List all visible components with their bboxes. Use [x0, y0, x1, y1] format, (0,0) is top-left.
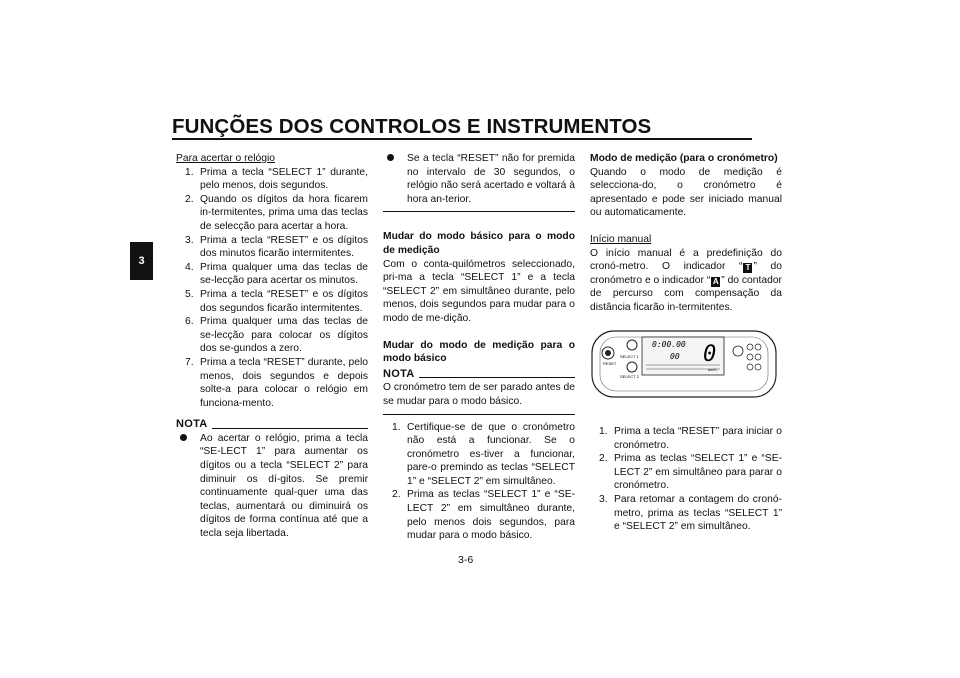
- reset-label: RESET: [603, 361, 617, 366]
- note-label: NOTA: [176, 418, 208, 431]
- indicator-icon: [733, 346, 743, 356]
- instrument-panel-figure: [590, 325, 778, 405]
- indicator-icon: [755, 354, 761, 360]
- column-3-steps: [590, 425, 782, 534]
- header-rule: [172, 138, 752, 140]
- lcd-unit: km/h: [708, 367, 717, 372]
- note-bullet: Ao acertar o relógio, prima a tecla “SE-LECT 1” para aumentar os dígitos ou a tecla “SELECT 2” para diminuir os dí-gitos. Se premir continuamente qual-quer uma das teclas, aumentará ou diminuirá os dígitos de forma contínua até que a tecla seja libertada.: [176, 432, 368, 541]
- stopwatch-steps: [590, 425, 782, 534]
- chapter-tab: 3: [130, 242, 153, 280]
- lcd-time: 0:00.00: [652, 340, 686, 349]
- heading-measure-to-basic: Mudar do modo de medição para o modo básico: [383, 339, 575, 365]
- column-2: [383, 152, 575, 543]
- stopwatch-t-icon: T: [743, 263, 752, 273]
- clock-steps: [176, 166, 368, 411]
- note-text: O cronómetro tem de ser parado antes de se mudar para o modo básico.: [383, 382, 575, 407]
- subtitle-manual-start: Início manual: [590, 233, 652, 245]
- paragraph: Com o conta-quilómetros seleccionado, pri-ma a tecla “SELECT 1” e a tecla “SELECT 2” em simultâneo durante, pelo menos, dois segundos para mudar para o modo de me-dição.: [383, 258, 575, 324]
- list-item: 5. Prima a tecla “RESET” e os dígitos dos segundos ficarão intermitentes.: [185, 288, 368, 314]
- select1-button-icon: [627, 340, 637, 350]
- note-label: NOTA: [383, 367, 415, 380]
- list-item: 2. Quando os dígitos da hora ficarem in-termitentes, prima uma das teclas de selecção para acertar a hora.: [185, 193, 368, 232]
- list-item: 1. Prima a tecla “SELECT 1” durante, pelo menos, dois segundos.: [185, 166, 368, 192]
- column-1: [176, 152, 368, 541]
- mode-steps: [383, 421, 575, 543]
- note-header: [383, 368, 575, 382]
- indicator-icon: [755, 344, 761, 350]
- note-bullet: Se a tecla “RESET” não for premida no intervalo de 30 segundos, o relógio não será acertado e voltará à hora an-terior.: [383, 152, 575, 206]
- heading-basic-to-measure: Mudar do modo básico para o modo de medição: [383, 231, 575, 256]
- subtitle-set-clock: Para acertar o relógio: [176, 153, 276, 164]
- select2-button-icon: [627, 362, 637, 372]
- indicator-icon: [747, 364, 753, 370]
- indicator-icon: [747, 354, 753, 360]
- list-item: 6. Prima qualquer uma das teclas de se-lecção para colocar os dígitos dos se-gundos a zero.: [185, 316, 368, 355]
- column-3: [590, 152, 782, 315]
- lcd-big-digit: 0: [703, 342, 717, 367]
- indicator-icon: [755, 364, 761, 370]
- list-item: 3. Para retomar a contagem do cronó-metro, prima as teclas “SELECT 1” e “SELECT 2” em simultâneo.: [599, 493, 782, 533]
- list-item: 2. Prima as teclas “SELECT 1” e “SE-LECT 2” em simultâneo durante, pelo menos dois segundos, para mudar para o modo básico.: [392, 489, 575, 542]
- paragraph: Quando o modo de medição é selecciona-do, o cronómetro é apresentado e pode ser iniciado manual ou automaticamente.: [590, 166, 782, 219]
- list-item: 3. Prima a tecla “RESET” e os dígitos dos minutos ficarão intermitentes.: [185, 234, 368, 260]
- bullet-icon: [387, 154, 394, 161]
- heading-stopwatch-mode: Modo de medição (para o cronómetro): [590, 153, 778, 164]
- paragraph: O início manual é a predefinição do cronó-metro. O indicador “ T ” do cronómetro e o indicador “ A ” do contador de percurso com compensação da distância ficarão in-termitentes.: [590, 247, 782, 313]
- note-header: [176, 418, 368, 432]
- page-number: 3-6: [458, 554, 474, 566]
- select1-label: SELECT 1: [620, 354, 639, 359]
- indicator-icon: [747, 344, 753, 350]
- list-item: 1. Prima a tecla “RESET” para iniciar o cronómetro.: [599, 426, 782, 451]
- list-item: 2. Prima as teclas “SELECT 1” e “SE-LECT 2” em simultâneo para parar o cronómetro.: [599, 453, 782, 492]
- select2-label: SELECT 2: [620, 374, 639, 379]
- trip-a-icon: A: [712, 276, 719, 286]
- lcd-small: 00: [670, 352, 680, 361]
- bullet-icon: [180, 434, 187, 441]
- list-item: 7. Prima a tecla “RESET” durante, pelo menos, dois segundos e depois solte-a para colocar o relógio em funciona-mento.: [185, 356, 368, 409]
- page-title: FUNÇÕES DOS CONTROLOS E INSTRUMENTOS: [172, 115, 652, 138]
- list-item: 4. Prima qualquer uma das teclas de se-lecção para acertar os minutos.: [185, 261, 368, 287]
- list-item: 1. Certifique-se de que o cronómetro não está a funcionar. Se o cronómetro es-tiver a funcionar, pare-o premindo as teclas “SELECT 1” e “SELECT 2” em simultâneo.: [392, 421, 575, 487]
